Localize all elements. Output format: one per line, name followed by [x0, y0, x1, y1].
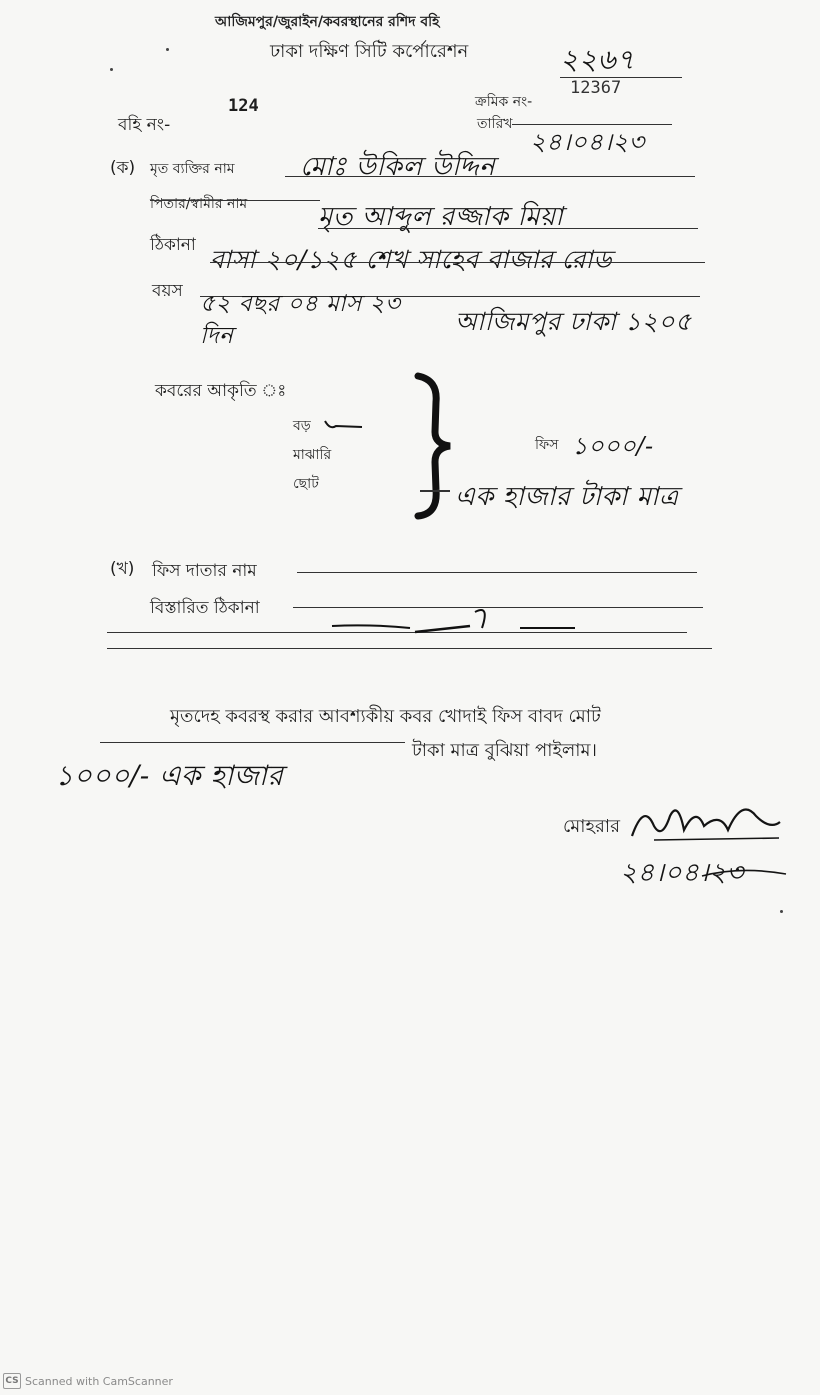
payer-label: ফিস দাতার নাম — [152, 561, 257, 581]
deceased-name: মোঃ উকিল উদ্দিন — [300, 152, 496, 182]
area-value: আজিমপুর ঢাকা ১২০৫ — [455, 307, 692, 336]
address-line — [210, 262, 705, 263]
section-ka-marker: (ক) — [110, 158, 136, 178]
grave-size-medium: মাঝারি — [293, 447, 332, 463]
fee-arrow-line — [420, 490, 450, 492]
date-label: তারিখ — [477, 116, 513, 132]
amount-line — [100, 742, 405, 743]
grave-size-large: বড় — [293, 418, 311, 434]
scanner-watermark — [3, 1373, 173, 1389]
fee-value: ১০০০/- — [572, 432, 654, 460]
signature-underline — [700, 862, 790, 882]
serial-label: ক্রমিক নং- — [475, 94, 533, 110]
father-name: মৃত আব্দুল রজ্জাক মিয়া — [318, 202, 564, 232]
age-label: বয়স — [152, 281, 183, 301]
handwritten-signature — [624, 796, 784, 848]
large-check-mark — [322, 418, 364, 434]
deceased-label: মৃত ব্যক্তির নাম — [150, 161, 235, 177]
father-label: পিতার/স্বামীর নাম — [150, 196, 248, 212]
age-value: ৫২ বছর ০৪ মাস ২৩ দিন — [200, 291, 401, 349]
signature-date: ২৪।০৪।২৩ — [620, 858, 744, 888]
address-value: বাসা ২০/১২৫ শেখ সাহেব বাজার রোড — [210, 245, 613, 274]
scanner-text: Scanned with CamScanner — [25, 1374, 173, 1388]
serial-handwritten: ২২৬৭ — [560, 43, 635, 76]
payer-line — [297, 572, 697, 573]
address-label: ঠিকানা — [150, 235, 196, 255]
scan-speck — [110, 68, 113, 71]
section-kha-marker: (খ) — [110, 559, 135, 579]
scan-speck — [780, 910, 783, 913]
blank-dash-strokes — [330, 602, 580, 638]
book-label: বহি নং- — [118, 115, 171, 135]
father-line — [318, 228, 698, 229]
father-strike — [150, 200, 320, 201]
fee-in-words: এক হাজার টাকা মাত্র — [455, 482, 679, 512]
organization-name: ঢাকা দক্ষিণ সিটি কর্পোরেশন — [270, 41, 469, 62]
fee-label: ফিস — [535, 437, 559, 453]
receipt-line-1: মৃতদেহ কবরস্থ করার আবশ্যকীয় কবর খোদাই ফিস বাবদ মোট — [170, 706, 601, 727]
book-number: 124 — [228, 96, 259, 116]
amount-handwritten: ১০০০/- এক হাজার — [55, 759, 284, 792]
section-divider — [107, 648, 712, 649]
scan-speck — [166, 48, 169, 51]
signature-label: মোহরার — [563, 816, 620, 837]
receipt-line-2: টাকা মাত্র বুঝিয়া পাইলাম। — [412, 740, 597, 761]
date-value: ২৪।০৪।২৩ — [530, 128, 645, 156]
camscanner-logo-icon: CS — [3, 1373, 21, 1389]
grave-label: কবরের আকৃতি ঃ — [155, 381, 287, 401]
curly-brace-icon — [408, 372, 458, 520]
serial-printed: 12367 — [570, 78, 622, 98]
payer-address-label: বিস্তারিত ঠিকানা — [150, 598, 260, 618]
book-title: আজিমপুর/জুরাইন/কবরস্থানের রশিদ বহি — [215, 14, 440, 30]
grave-size-small: ছোট — [293, 476, 319, 492]
